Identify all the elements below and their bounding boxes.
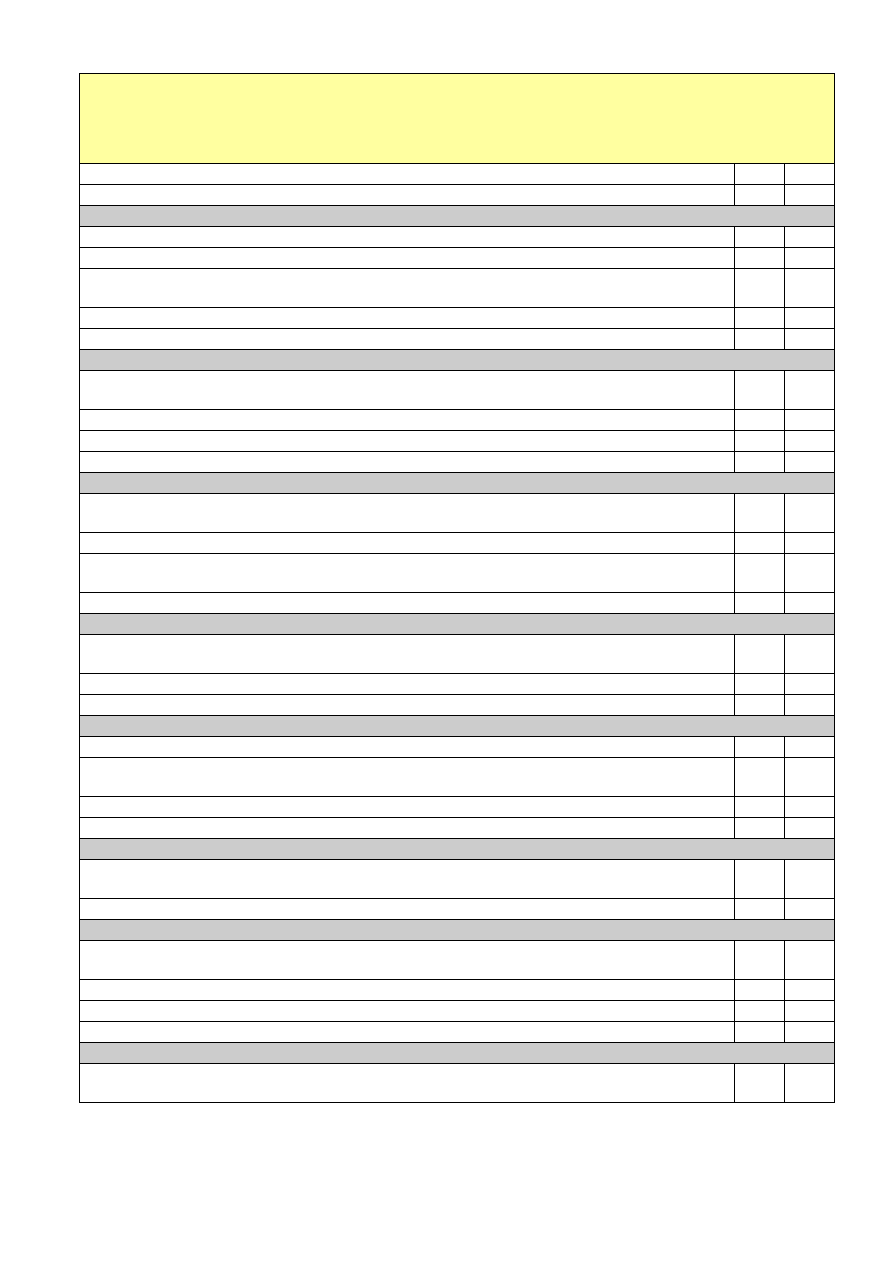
item-description-cell	[80, 1022, 735, 1043]
section-header-cell	[80, 614, 835, 635]
section-header-row	[80, 920, 835, 941]
table-row	[80, 1022, 835, 1043]
table-row	[80, 431, 835, 452]
item-value-cell-a[interactable]	[734, 185, 784, 206]
table-row	[80, 533, 835, 554]
table-row	[80, 410, 835, 431]
table-row	[80, 185, 835, 206]
header-row	[80, 74, 835, 164]
item-value-cell-b[interactable]	[784, 593, 834, 614]
item-value-cell-a[interactable]	[734, 758, 784, 797]
item-description-cell	[80, 593, 735, 614]
item-description-cell	[80, 494, 735, 533]
item-value-cell-b[interactable]	[784, 695, 834, 716]
item-description-cell	[80, 980, 735, 1001]
item-value-cell-b[interactable]	[784, 554, 834, 593]
table-row	[80, 860, 835, 899]
table-row	[80, 452, 835, 473]
section-header-row	[80, 839, 835, 860]
table-row	[80, 674, 835, 695]
table-row	[80, 899, 835, 920]
table-row	[80, 695, 835, 716]
table-row	[80, 593, 835, 614]
item-description-cell	[80, 899, 735, 920]
item-value-cell-a[interactable]	[734, 410, 784, 431]
item-value-cell-b[interactable]	[784, 674, 834, 695]
item-description-cell	[80, 674, 735, 695]
item-description-cell	[80, 1001, 735, 1022]
item-description-cell	[80, 635, 735, 674]
item-value-cell-a[interactable]	[734, 941, 784, 980]
table-row	[80, 269, 835, 308]
item-description-cell	[80, 1064, 735, 1103]
item-value-cell-a[interactable]	[734, 494, 784, 533]
item-value-cell-b[interactable]	[784, 269, 834, 308]
table-row	[80, 635, 835, 674]
item-value-cell-a[interactable]	[734, 818, 784, 839]
table-row	[80, 164, 835, 185]
item-description-cell	[80, 452, 735, 473]
table-row	[80, 371, 835, 410]
item-value-cell-b[interactable]	[784, 818, 834, 839]
item-value-cell-b[interactable]	[784, 329, 834, 350]
item-value-cell-a[interactable]	[734, 227, 784, 248]
table-row	[80, 329, 835, 350]
item-description-cell	[80, 941, 735, 980]
item-description-cell	[80, 227, 735, 248]
checklist-table	[79, 73, 835, 1103]
section-header-cell	[80, 1043, 835, 1064]
item-value-cell-a[interactable]	[734, 308, 784, 329]
table-row	[80, 1001, 835, 1022]
table-row	[80, 554, 835, 593]
item-value-cell-a[interactable]	[734, 899, 784, 920]
item-description-cell	[80, 818, 735, 839]
item-value-cell-b[interactable]	[784, 797, 834, 818]
item-value-cell-a[interactable]	[734, 431, 784, 452]
item-description-cell	[80, 269, 735, 308]
item-value-cell-b[interactable]	[784, 452, 834, 473]
item-value-cell-b[interactable]	[784, 308, 834, 329]
item-value-cell-a[interactable]	[734, 554, 784, 593]
item-value-cell-a[interactable]	[734, 737, 784, 758]
item-value-cell-a[interactable]	[734, 1022, 784, 1043]
section-header-row	[80, 206, 835, 227]
section-header-cell	[80, 206, 835, 227]
table-row	[80, 941, 835, 980]
item-value-cell-b[interactable]	[784, 494, 834, 533]
item-value-cell-b[interactable]	[784, 410, 834, 431]
item-description-cell	[80, 431, 735, 452]
item-value-cell-a[interactable]	[734, 980, 784, 1001]
item-value-cell-b[interactable]	[784, 431, 834, 452]
item-value-cell-a[interactable]	[734, 371, 784, 410]
section-header-cell	[80, 716, 835, 737]
item-description-cell	[80, 533, 735, 554]
item-value-cell-a[interactable]	[734, 797, 784, 818]
table-row	[80, 818, 835, 839]
item-value-cell-b[interactable]	[784, 860, 834, 899]
item-value-cell-a[interactable]	[734, 452, 784, 473]
section-header-row	[80, 473, 835, 494]
table-row	[80, 227, 835, 248]
item-description-cell	[80, 410, 735, 431]
item-value-cell-b[interactable]	[784, 899, 834, 920]
section-header-row	[80, 716, 835, 737]
item-value-cell-a[interactable]	[734, 635, 784, 674]
section-header-cell	[80, 920, 835, 941]
item-value-cell-a[interactable]	[734, 329, 784, 350]
item-description-cell	[80, 737, 735, 758]
item-value-cell-b[interactable]	[784, 227, 834, 248]
item-value-cell-a[interactable]	[734, 248, 784, 269]
section-header-row	[80, 614, 835, 635]
item-description-cell	[80, 758, 735, 797]
section-header-row	[80, 350, 835, 371]
item-value-cell-b[interactable]	[784, 941, 834, 980]
item-value-cell-b[interactable]	[784, 248, 834, 269]
table-row	[80, 758, 835, 797]
item-value-cell-b[interactable]	[784, 1001, 834, 1022]
item-description-cell	[80, 371, 735, 410]
item-value-cell-b[interactable]	[784, 185, 834, 206]
item-value-cell-b[interactable]	[784, 737, 834, 758]
item-description-cell	[80, 554, 735, 593]
item-description-cell	[80, 329, 735, 350]
table-row	[80, 494, 835, 533]
section-header-cell	[80, 839, 835, 860]
table-row	[80, 737, 835, 758]
checklist-body	[80, 74, 835, 1103]
item-value-cell-b[interactable]	[784, 1064, 834, 1103]
item-value-cell-a[interactable]	[734, 269, 784, 308]
item-description-cell	[80, 695, 735, 716]
item-description-cell	[80, 164, 735, 185]
item-value-cell-a[interactable]	[734, 164, 784, 185]
item-value-cell-a[interactable]	[734, 860, 784, 899]
table-row	[80, 980, 835, 1001]
item-value-cell-a[interactable]	[734, 674, 784, 695]
section-header-cell	[80, 350, 835, 371]
item-value-cell-b[interactable]	[784, 758, 834, 797]
item-value-cell-b[interactable]	[784, 371, 834, 410]
item-description-cell	[80, 248, 735, 269]
item-value-cell-b[interactable]	[784, 164, 834, 185]
item-description-cell	[80, 308, 735, 329]
section-header-cell	[80, 473, 835, 494]
item-value-cell-b[interactable]	[784, 533, 834, 554]
table-row	[80, 797, 835, 818]
item-value-cell-a[interactable]	[734, 593, 784, 614]
header-banner	[80, 74, 835, 164]
item-value-cell-a[interactable]	[734, 533, 784, 554]
item-value-cell-a[interactable]	[734, 1001, 784, 1022]
item-description-cell	[80, 797, 735, 818]
item-value-cell-b[interactable]	[784, 980, 834, 1001]
item-description-cell	[80, 860, 735, 899]
item-value-cell-a[interactable]	[734, 1064, 784, 1103]
item-value-cell-b[interactable]	[784, 635, 834, 674]
item-description-cell	[80, 185, 735, 206]
table-row	[80, 1064, 835, 1103]
section-header-row	[80, 1043, 835, 1064]
table-row	[80, 308, 835, 329]
item-value-cell-b[interactable]	[784, 1022, 834, 1043]
item-value-cell-a[interactable]	[734, 695, 784, 716]
table-row	[80, 248, 835, 269]
